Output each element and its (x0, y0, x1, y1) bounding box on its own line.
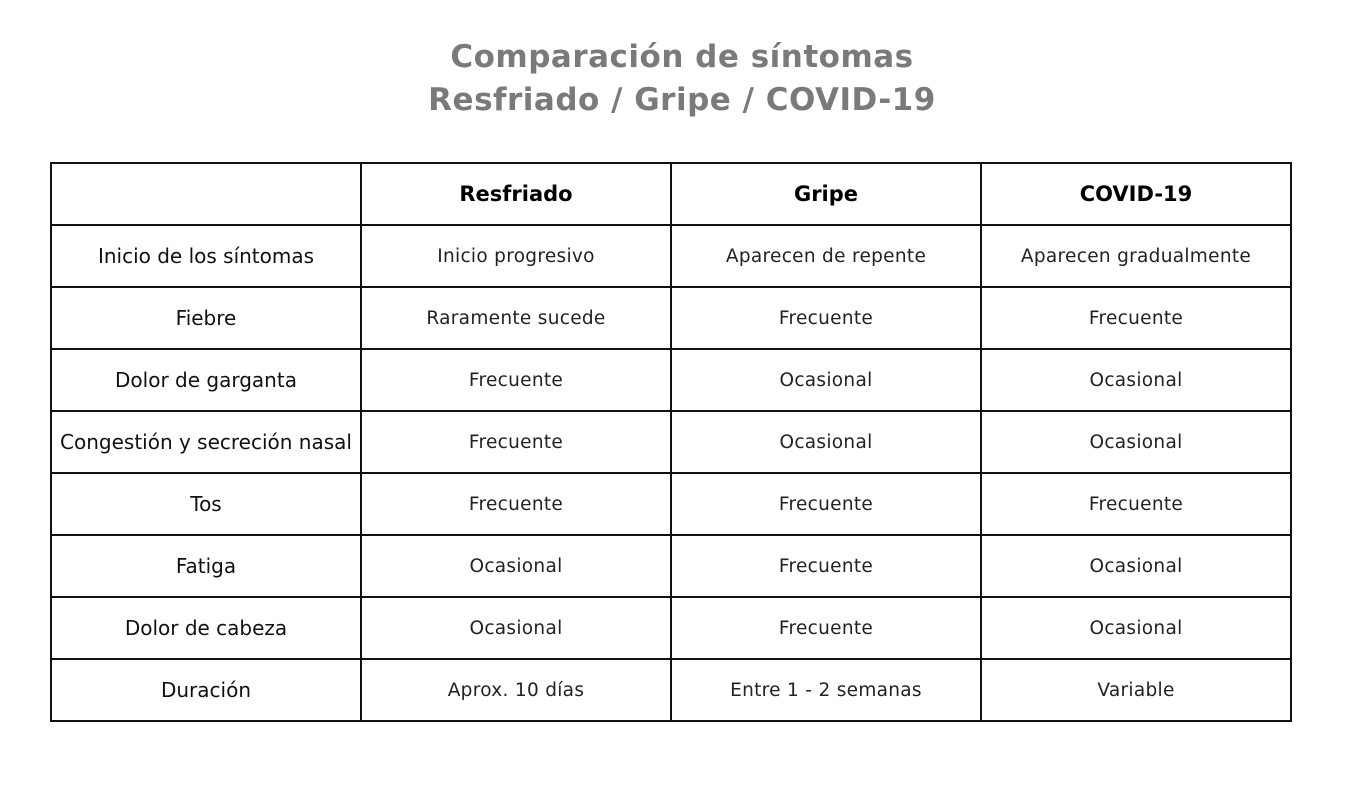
row-header: Dolor de cabeza (51, 597, 361, 659)
table-row (51, 659, 1291, 721)
table-cell: Ocasional (671, 411, 981, 473)
table-row (51, 597, 1291, 659)
table-cell: Frecuente (671, 535, 981, 597)
table-cell: Ocasional (671, 349, 981, 411)
column-header-gripe: Gripe (671, 163, 981, 225)
table-row (51, 473, 1291, 535)
table-cell: Frecuente (981, 287, 1291, 349)
table-cell: Aparecen gradualmente (981, 225, 1291, 287)
row-header: Fiebre (51, 287, 361, 349)
symptom-comparison-table (50, 162, 1292, 722)
table-row (51, 349, 1291, 411)
row-header: Inicio de los síntomas (51, 225, 361, 287)
table-cell: Ocasional (981, 349, 1291, 411)
title-line-1: Comparación de síntomas (450, 39, 914, 75)
column-header-covid19: COVID-19 (981, 163, 1291, 225)
table-cell: Frecuente (361, 349, 671, 411)
table-cell: Ocasional (981, 597, 1291, 659)
row-header: Fatiga (51, 535, 361, 597)
table-cell: Ocasional (981, 535, 1291, 597)
corner-cell (51, 163, 361, 225)
table-cell: Frecuente (671, 597, 981, 659)
table-cell: Aparecen de repente (671, 225, 981, 287)
table-cell: Entre 1 - 2 semanas (671, 659, 981, 721)
table-cell: Ocasional (361, 535, 671, 597)
header-row (51, 163, 1291, 225)
title-line-2: Resfriado / Gripe / COVID-19 (428, 82, 936, 118)
row-header: Tos (51, 473, 361, 535)
table-row (51, 411, 1291, 473)
row-header: Duración (51, 659, 361, 721)
row-header: Dolor de garganta (51, 349, 361, 411)
table-cell: Frecuente (671, 287, 981, 349)
table-cell: Frecuente (361, 411, 671, 473)
table-row (51, 535, 1291, 597)
table-cell: Raramente sucede (361, 287, 671, 349)
table-cell: Aprox. 10 días (361, 659, 671, 721)
table-row (51, 225, 1291, 287)
row-header: Congestión y secreción nasal (51, 411, 361, 473)
column-header-resfriado: Resfriado (361, 163, 671, 225)
table-row (51, 287, 1291, 349)
table-cell: Inicio progresivo (361, 225, 671, 287)
table-cell: Ocasional (361, 597, 671, 659)
table-cell: Ocasional (981, 411, 1291, 473)
table-cell: Frecuente (361, 473, 671, 535)
page-title (0, 36, 1348, 122)
table-cell: Frecuente (981, 473, 1291, 535)
table-cell: Variable (981, 659, 1291, 721)
table-cell: Frecuente (671, 473, 981, 535)
